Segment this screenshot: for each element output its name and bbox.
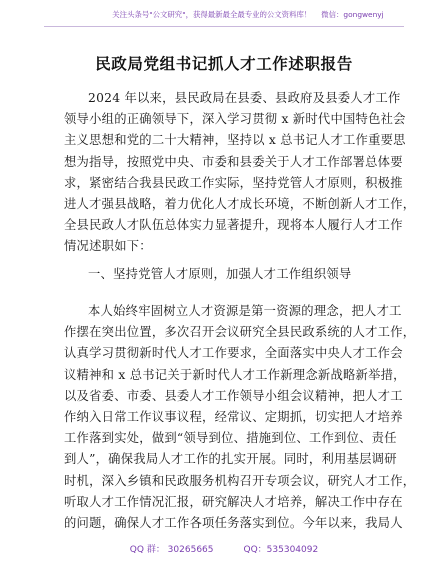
- text-line: 工作落到实处，做到“领导到位、措施到位、工作到位、责任: [64, 431, 397, 446]
- header-promo-line: [60, 9, 436, 20]
- text-line: 求，紧密结合我县民政工作实际，坚持党管人才原则，积极推: [64, 175, 403, 190]
- text-line: 2024 年以来，县民政局在县委、县政府及县委人才工作: [88, 91, 401, 105]
- text-line: 听取人才工作情况汇报，研究解决人才培养，解决工作中存在: [64, 494, 403, 509]
- text-line: 本人始终牢固树立人才资源是第一资源的理念，把人才工: [88, 304, 402, 318]
- text-line: 以及省委、市委、县委人才工作领导小组会议精神，把人才工: [64, 388, 403, 403]
- text-line: 到人”，确保我局人才工作的扎实开展。同时，利用基层调研: [64, 452, 397, 467]
- text-line: 作摆在突出位置，多次召开会议研究全县民政系统的人才工作，: [64, 325, 416, 340]
- text-line: 全县民政人才队伍总体实力显著提升，现将本人履行人才工作: [64, 218, 403, 233]
- footer-qq: QQ：535304092: [243, 545, 319, 555]
- text-line: 想为指导，按照党中央、市委和县委关于人才工作部署总体要: [64, 154, 403, 169]
- page-header: [0, 0, 448, 42]
- text-line: 作纳入日常工作议事议程，经常议、定期抓，切实把人才培养: [64, 409, 403, 424]
- footer-qq-group: QQ 群： 30265665: [129, 545, 214, 555]
- page-footer: [0, 542, 448, 555]
- text-line: 情况述职如下：: [64, 239, 152, 254]
- header-wechat-text: 微信：gongwenyj: [321, 10, 384, 19]
- section-heading-1: [64, 264, 394, 285]
- text-line: 进人才强县战略，着力优化人才成长环境，不断创新人才工作，: [64, 196, 416, 211]
- text-line: 认真学习贯彻新时代人才工作要求，全面落实中央人才工作会: [64, 346, 403, 361]
- text-line: 时机，深入乡镇和民政服务机构召开专项会议，研究人才工作，: [64, 473, 416, 488]
- document-title: 民政局党组书记抓人才工作述职报告: [95, 55, 353, 73]
- header-divider: [44, 26, 404, 27]
- paragraph-section-1: [64, 301, 416, 534]
- paragraph-intro: [64, 88, 416, 258]
- text-line: 的问题，确保人才工作各项任务落实到位。今年以来，我局人: [64, 515, 403, 530]
- section-heading-text: 一、坚持党管人才原则，加强人才工作组织领导: [88, 267, 352, 281]
- text-line: 主义思想和党的二十大精神，坚持以 x 总书记人才工作重要思: [64, 133, 406, 148]
- text-line: 议精神和 x 总书记关于新时代人才工作新理念新战略新举措，: [64, 367, 406, 382]
- text-line: 领导小组的正确领导下，深入学习贯彻 x 新时代中国特色社会: [64, 112, 406, 127]
- header-promo-text: 关注头条号"公文研究"，获得最新最全最专业的公文资料库！: [112, 10, 312, 19]
